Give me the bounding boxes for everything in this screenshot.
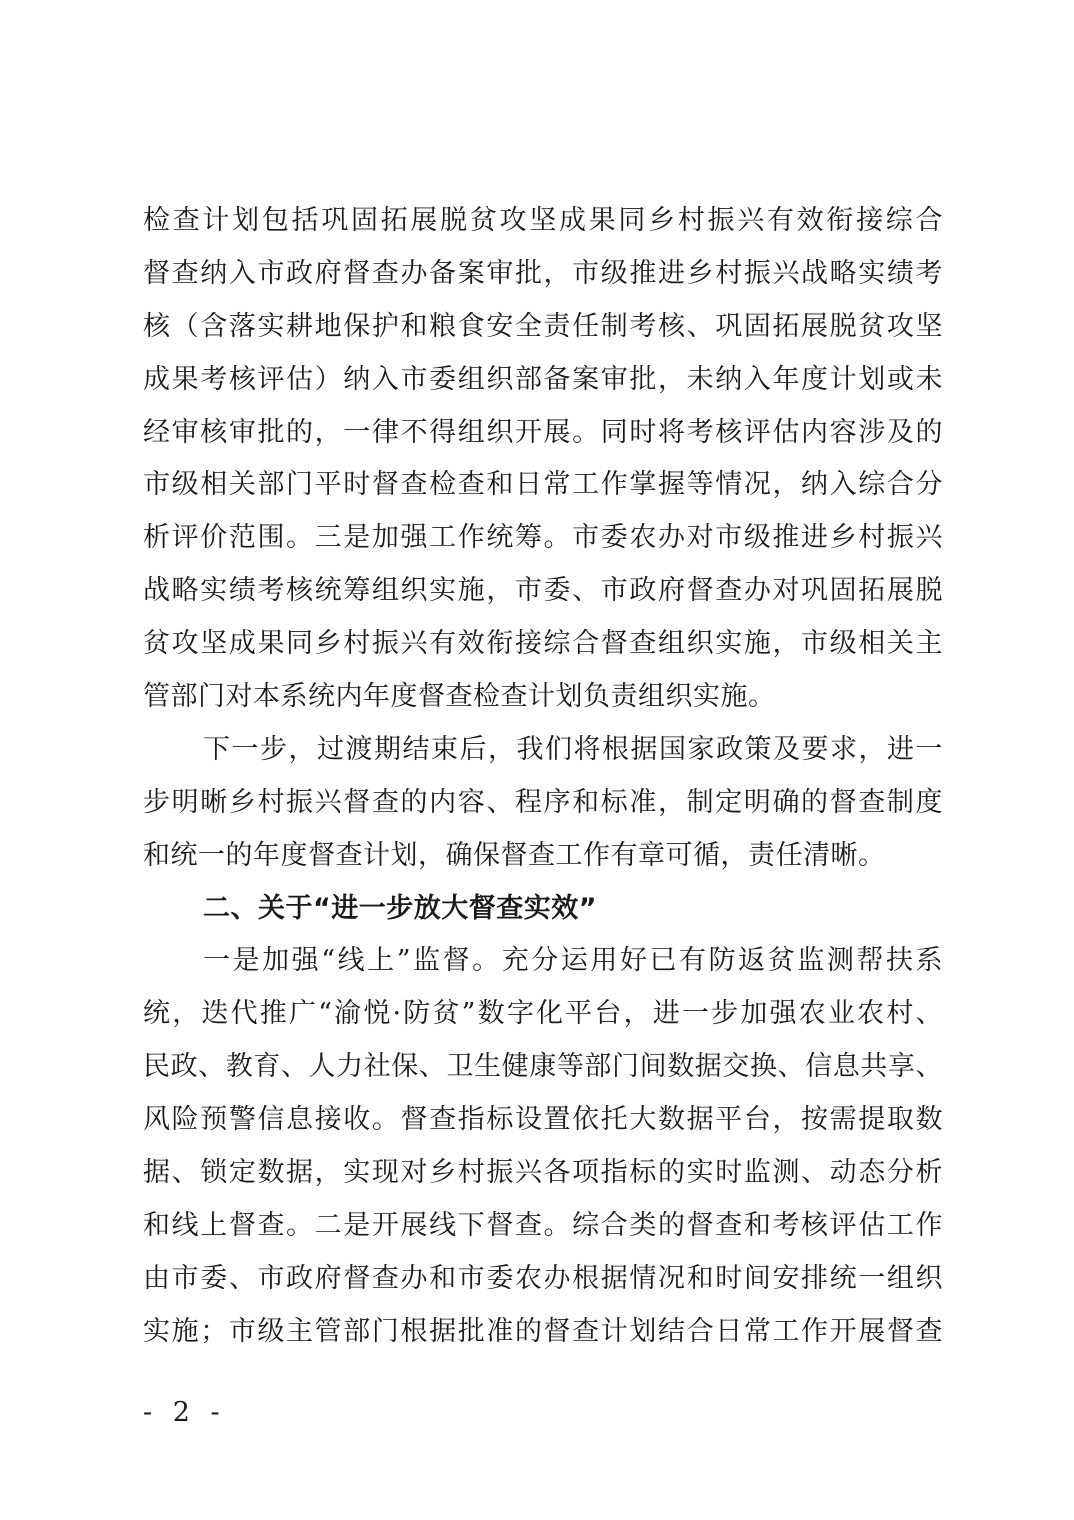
text-line: 和线上督查。二是开展线下督查。综合类的督查和考核评估工作 [143, 1209, 943, 1241]
text-line: 步明晰乡村振兴督查的内容、程序和标准，制定明确的督查制度 [143, 786, 943, 818]
text-line: 统，迭代推广“渝悦·防贫”数字化平台，进一步加强农业农村、 [143, 998, 943, 1030]
text-line: 市级相关部门平时督查检查和日常工作掌握等情况，纳入综合分 [143, 469, 943, 501]
text-line: 据、锁定数据，实现对乡村振兴各项指标的实时监测、动态分析 [143, 1157, 943, 1189]
text-line: 和统一的年度督查计划，确保督查工作有章可循，责任清晰。 [143, 839, 886, 871]
text-line: 由市委、市政府督查办和市委农办根据情况和时间安排统一组织 [143, 1262, 943, 1294]
text-line: 实施；市级主管部门根据批准的督查计划结合日常工作开展督查 [143, 1315, 943, 1347]
text-line: 管部门对本系统内年度督查检查计划负责组织实施。 [143, 681, 776, 713]
text-line: 贫攻坚成果同乡村振兴有效衔接综合督查组织实施，市级相关主 [143, 628, 943, 660]
text-line: 风险预警信息接收。督查指标设置依托大数据平台，按需提取数 [143, 1104, 943, 1136]
text-line: 民政、教育、人力社保、卫生健康等部门间数据交换、信息共享、 [143, 1051, 943, 1083]
text-line: 析评价范围。三是加强工作统筹。市委农办对市级推进乡村振兴 [143, 522, 943, 554]
body-text [143, 195, 943, 1359]
section-heading: 二、关于“进一步放大督查实效” [203, 892, 597, 924]
text-line: 核（含落实耕地保护和粮食安全责任制考核、巩固拓展脱贫攻坚 [143, 310, 943, 342]
text-line: 督查纳入市政府督查办备案审批，市级推进乡村振兴战略实绩考 [143, 257, 943, 289]
page-number: - 2 - [143, 1397, 226, 1428]
paragraph-first-line: 下一步，过渡期结束后，我们将根据国家政策及要求，进一 [203, 733, 943, 765]
text-line: 检查计划包括巩固拓展脱贫攻坚成果同乡村振兴有效衔接综合 [143, 205, 943, 236]
text-line: 成果考核评估）纳入市委组织部备案审批，未纳入年度计划或未 [143, 363, 943, 395]
paragraph-first-line: 一是加强“线上”监督。充分运用好已有防返贫监测帮扶系 [203, 945, 943, 977]
text-line: 经审核审批的，一律不得组织开展。同时将考核评估内容涉及的 [143, 416, 943, 448]
text-line: 战略实绩考核统筹组织实施，市委、市政府督查办对巩固拓展脱 [143, 575, 943, 607]
